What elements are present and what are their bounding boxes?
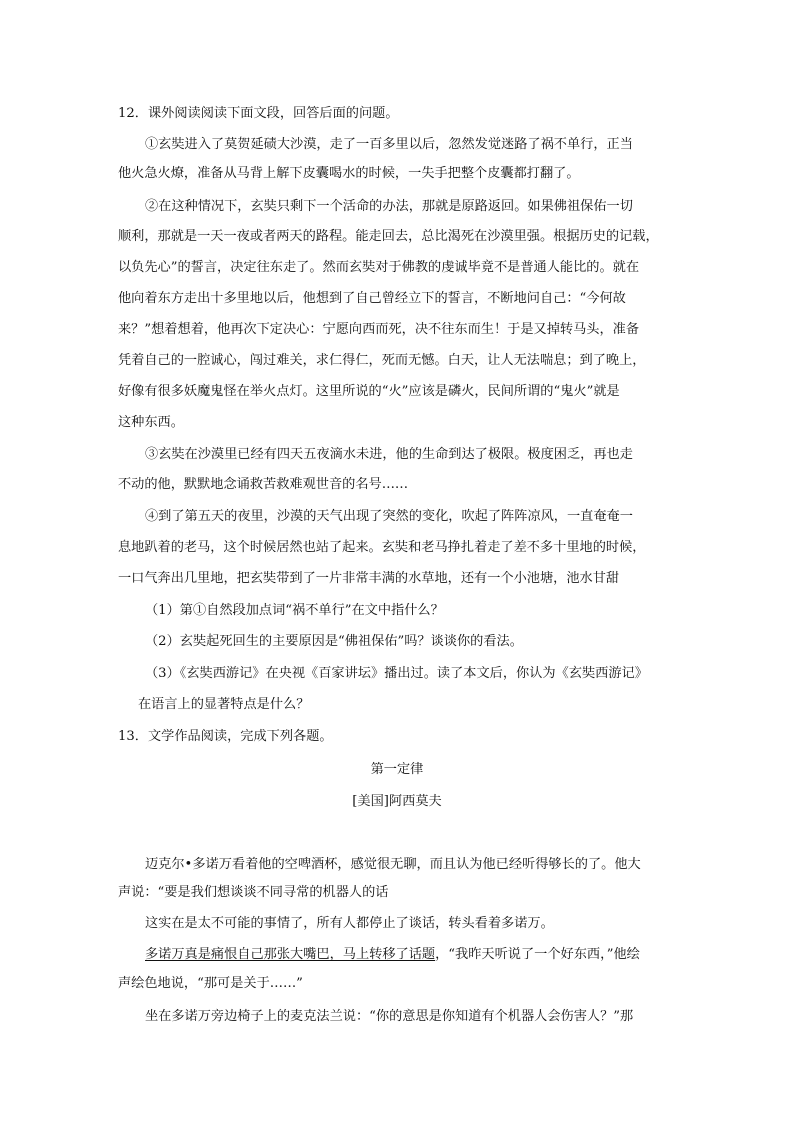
q12-para2-line1: ②在这种情况下，玄奘只剩下一个活命的办法，那就是原路返回。如果佛祖保佑一切: [145, 199, 633, 214]
q12-question-3-cont: 在语言上的显著特点是什么？: [138, 697, 310, 712]
q12-para2-line7: 好像有很多妖魔鬼怪在举火点灯。这里所说的“火”应该是磷火，民间所谓的“鬼火”就是: [118, 384, 620, 399]
q12-para2-line4: 他向着东方走出十多里地以后，他想到了自己曾经立下的誓言，不断地问自己：“今何故: [118, 291, 626, 306]
underlined-sentence: 多诺万真是痛恨自己那张大嘴巴，马上转移了话题: [145, 947, 436, 962]
q13-para4: 坐在多诺万旁边椅子上的麦克法兰说：“你的意思是你知道有个机器人会伤害人？”那: [145, 1009, 634, 1024]
q13-para1-line2: 声说：“要是我们想谈谈不同寻常的机器人的话: [118, 885, 389, 900]
q13-para3-rest: ，“我昨天听说了一个好东西，”他绘: [435, 947, 640, 962]
q13-para3-line2: 声绘色地说，“那可是关于……”: [118, 976, 303, 991]
q12-para1-line2: 他火急火燎，准备从马背上解下皮囊喝水的时候，一失手把整个皮囊都打翻了。: [118, 166, 580, 181]
q13-para3-line1: [145, 945, 640, 965]
question-12-title: 12．课外阅读阅读下面文段，回答后面的问题。: [118, 106, 399, 121]
story-title: 第一定律: [370, 762, 424, 777]
q12-para3-line2: 不动的他，默默地念诵救苦救难观世音的名号……: [118, 477, 409, 492]
q13-para1-line1: 迈克尔•多诺万看着他的空啤酒杯，感觉很无聊，而且认为他已经听得够长的了。他大: [145, 857, 641, 872]
story-author: [美国]阿西莫夫: [352, 794, 442, 809]
q12-para4-line3: 一口气奔出几里地，把玄奘带到了一片非常丰满的水草地，还有一个小池塘，池水甘甜: [118, 571, 620, 586]
q12-para2-line6: 凭着自己的一腔诚心，闯过难关，求仁得仁，死而无憾。白天，让人无法喘息；到了晚上，: [118, 353, 646, 368]
q12-para2-line3: 以负先心”的誓言，决定往东走了。然而玄奘对于佛教的虔诚毕竟不是普通人能比的。就在: [118, 260, 640, 275]
q12-para4-line2: 息地趴着的老马，这个时候居然也站了起来。玄奘和老马挣扎着走了差不多十里地的时候，: [118, 540, 646, 555]
q12-para2-line2: 顺利，那就是一天一夜或者两天的路程。能走回去，总比渴死在沙漠里强。根据历史的记载，: [118, 229, 659, 244]
q12-para3-line1: ③玄奘在沙漠里已经有四天五夜滴水未进，他的生命到达了极限。极度困乏，再也走: [145, 447, 633, 462]
q12-para1-line1: ①玄奘进入了莫贺延碛大沙漠，走了一百多里以后，忽然发觉迷路了祸不单行，正当: [145, 137, 633, 152]
q13-para2: 这实在是太不可能的事情了，所有人都停止了谈话，转头看着多诺万。: [145, 916, 554, 931]
q12-question-3: （3）《玄奘西游记》在央视《百家讲坛》播出过。读了本文后，你认为《玄奘西游记》: [145, 666, 648, 681]
q12-question-2: （2）玄奘起死回生的主要原因是“佛祖保佑”吗？谈谈你的看法。: [145, 634, 523, 649]
q12-question-1: （1）第①自然段加点词“祸不单行”在文中指什么？: [145, 603, 444, 618]
question-13-title: 13．文学作品阅读，完成下列各题。: [118, 729, 333, 744]
q12-para4-line1: ④到了第五天的夜里，沙漠的天气出现了突然的变化，吹起了阵阵凉风，一直奄奄一: [145, 509, 633, 524]
q12-para2-line5: 来？”想着想着，他再次下定决心：宁愿向西而死，决不往东而生！于是又掉转马头，准备: [118, 322, 640, 337]
q12-para2-line8: 这种东西。: [118, 415, 184, 430]
